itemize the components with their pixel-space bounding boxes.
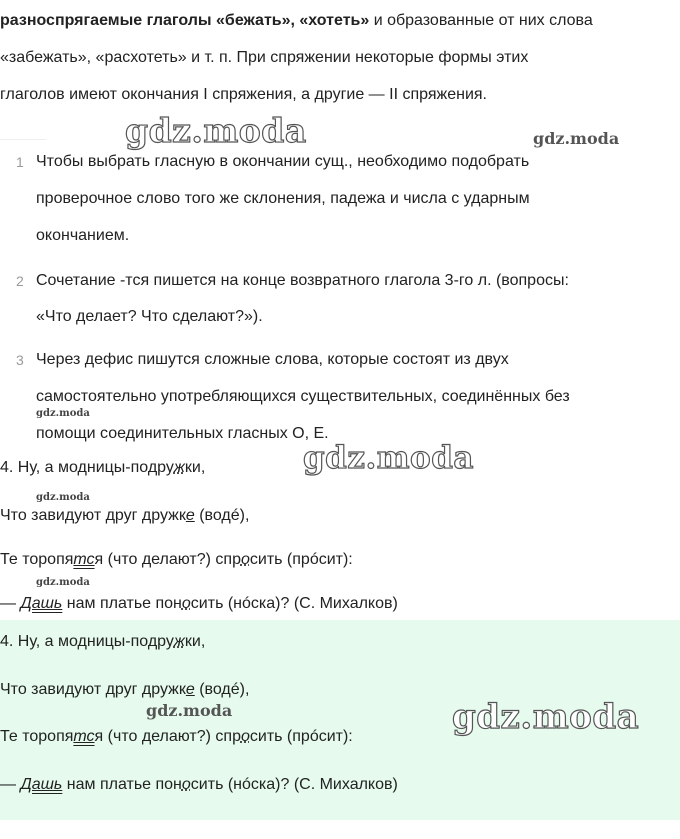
watermark-logo: gdz.moda — [452, 697, 640, 737]
watermark-logo: gdz.moda — [36, 408, 90, 419]
rule-number: 1 — [16, 154, 24, 170]
watermark-logo: gdz.moda — [36, 492, 90, 503]
rule-number: 2 — [16, 273, 24, 289]
rule-1-line-2: проверочное слово того же склонения, падежа и числа с ударным — [36, 190, 530, 207]
divider — [0, 139, 46, 140]
watermark-logo: gdz.moda — [303, 440, 474, 476]
answer-line-3: Те торопятся (что делают?) спросить (прóсит): — [0, 728, 353, 745]
intro-line-1: разноспрягаемые глаголы «бежать», «хотеть» и образованные от них слова — [0, 12, 593, 29]
rule-3-line-1: Через дефис пишутся сложные слова, которые состоят из двух — [36, 351, 509, 368]
watermark-logo: gdz.moda — [36, 577, 90, 588]
answer-line-1: 4. Ну, а модницы-подружки, — [0, 633, 206, 650]
rule-1-line-3: окончанием. — [36, 227, 130, 244]
poem-line-3: Те торопятся (что делают?) спросить (прóсит): — [0, 551, 353, 568]
poem-line-1: 4. Ну, а модницы-подружки, — [0, 459, 206, 476]
answer-line-4: — Дашь нам платье поносить (нóска)? (С. Михалков) — [0, 776, 398, 793]
rule-2-line-1: Сочетание -тся пишется на конце возвратного глагола 3-го л. (вопросы: — [36, 272, 569, 289]
rule-1-line-1: Чтобы выбрать гласную в окончании сущ., необходимо подобрать — [36, 153, 530, 170]
watermark-logo: gdz.moda — [146, 701, 233, 720]
rule-2-line-2: «Что делает? Что сделают?»). — [36, 308, 263, 325]
poem-line-2: Что завидуют друг дружке (водé), — [0, 507, 250, 524]
rule-3-line-3: помощи соединительных гласных О, Е. — [36, 425, 329, 442]
answer-line-2: Что завидуют друг дружке (водé), — [0, 681, 250, 698]
intro-line-3: глаголов имеют окончания I спряжения, а другие — II спряжения. — [0, 86, 487, 103]
rule-3-line-2: самостоятельно употребляющихся существительных, соединённых без — [36, 388, 570, 405]
intro-line-2: «забежать», «расхотеть» и т. п. При спряжении некоторые формы этих — [0, 49, 529, 66]
watermark-logo: gdz.moda — [125, 111, 307, 150]
rule-number: 3 — [16, 352, 24, 368]
poem-line-4: — Дашь нам платье поносить (нóска)? (С. Михалков) — [0, 595, 398, 612]
watermark-logo: gdz.moda — [533, 129, 620, 148]
